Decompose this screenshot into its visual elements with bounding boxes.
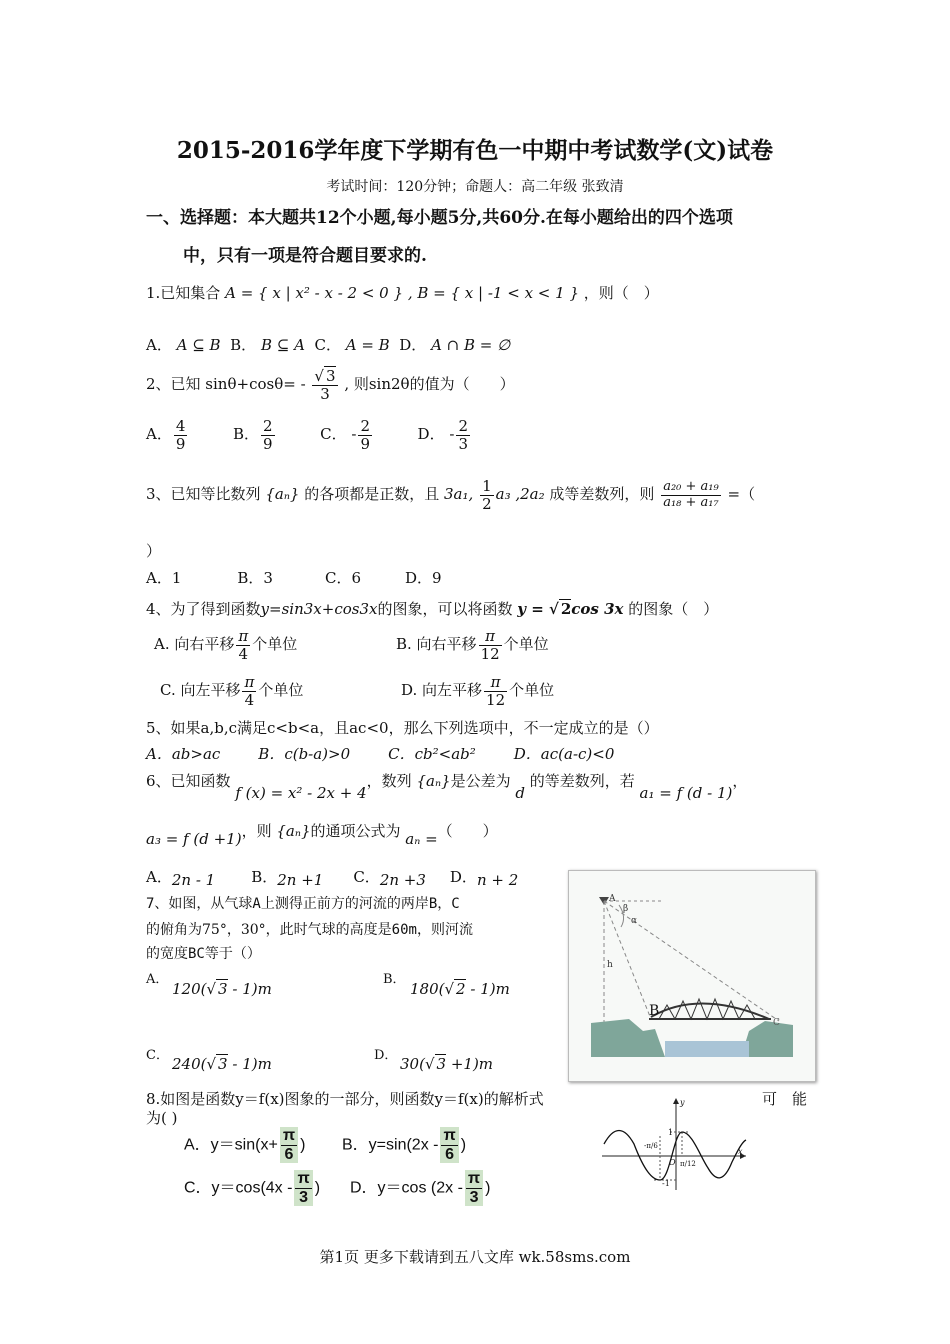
q6-stem-mid4: ，则 — [241, 822, 272, 840]
q4-option-b — [396, 628, 549, 662]
q2-stem-post: , 则sin2θ的值为（ ） — [344, 375, 515, 393]
q3-close: ） — [146, 542, 162, 560]
q8-c-num: π — [297, 1170, 310, 1187]
q3-stem-post: =（ — [727, 485, 756, 503]
q6-an: aₙ = — [405, 830, 438, 848]
section-heading-line2: 中，只有一项是符合题目要求的. — [183, 246, 427, 266]
q2-d-den: 3 — [458, 434, 468, 453]
q3-option-c: C．6 — [324, 569, 361, 587]
q6-stem-post: （ ） — [437, 822, 498, 840]
q3-terms2: a₃ ,2a₂ — [495, 485, 545, 503]
page-title: 2015-2016学年度下学期有色一中期中考试数学(文)试卷 — [176, 137, 774, 164]
q1-stem-post: ，则（ ） — [583, 284, 659, 302]
q7-sep: ， — [226, 922, 241, 938]
q6-stem-mid2: 是公差为 — [450, 772, 511, 790]
q2-option-b-label: B． — [232, 425, 259, 443]
q8-line2: 为( ) — [146, 1109, 178, 1127]
q7-d-post: +1)m — [446, 1055, 494, 1073]
q8-b-post: ) — [460, 1136, 467, 1154]
q4-stem-post: 的图象（ ） — [628, 600, 719, 618]
q4-b-pi: π — [479, 628, 502, 646]
q2-option-d-label: D． — [417, 425, 445, 443]
q7-line2-post: ，此时气球的高度是60m，则河流 — [265, 922, 473, 938]
q3-ratio-den: a₁₈ + a₁₇ — [663, 494, 719, 510]
q7-a-pre: 120( — [172, 980, 207, 998]
q8-option-d — [350, 1170, 490, 1206]
q7-angle1: 75° — [202, 922, 227, 938]
q7-option-a-label: A． — [146, 972, 169, 987]
q3-option-a: A．1 — [146, 569, 182, 587]
q2-a-num: 4 — [175, 417, 186, 435]
q4-stem-mid: 的图象，可以将函数 — [377, 600, 513, 618]
label-c: C — [773, 1018, 780, 1028]
q2-den: 3 — [320, 384, 330, 403]
q7-line2 — [146, 919, 473, 939]
q4-a-den: 4 — [238, 644, 249, 663]
graph-label-x: x — [738, 1147, 743, 1156]
q6-options — [146, 866, 518, 887]
q4-a-pre: A. 向右平移 — [154, 635, 235, 653]
q8-d-pre: D．y＝cos (2x - — [350, 1179, 463, 1197]
q1-option-d-label: D． — [399, 336, 427, 354]
q1-option-a: A ⊆ B — [176, 336, 221, 354]
q3-option-b: B．3 — [237, 569, 273, 587]
q2-b-den: 9 — [262, 434, 273, 453]
q6-a3: a₃ = f (d +1) — [146, 830, 242, 848]
q2-options — [146, 418, 472, 452]
graph-label-one: 1 — [668, 1128, 674, 1137]
q6-func: f (x) = x² - 2x + 4 — [235, 784, 367, 802]
exam-meta: 考试时间：120分钟；命题人：高二年级 张致清 — [326, 179, 624, 195]
q2-sqrt: 3 — [325, 367, 336, 385]
q3-half-num: 1 — [482, 477, 492, 495]
q4-d-unit: 个单位 — [509, 681, 555, 699]
q7-option-d: 30(√ 3 +1)m — [400, 1055, 494, 1073]
q4-b-den: 12 — [480, 644, 500, 663]
q4-d-pi: π — [484, 674, 507, 692]
q4-b-pre: B. 向右平移 — [396, 635, 477, 653]
q7-b-post: - 1)m — [465, 980, 510, 998]
q7-figure-svg — [569, 871, 815, 1081]
q4-stem: 4、为了得到函数y=sin3x+cos3x的图象，可以将函数 y = √ 2cos 3x 的图象（ ） — [146, 600, 719, 618]
q7-line2-pre: 的俯角为 — [146, 922, 202, 938]
q1-option-a-label: A． — [146, 336, 172, 354]
q2-option-c-label: C． — [320, 425, 347, 443]
q6-seq: {aₙ} — [416, 772, 451, 790]
q7-c-sqrt: 3 — [218, 1055, 228, 1073]
q8-option-a — [184, 1127, 305, 1163]
q8-d-num: π — [467, 1170, 481, 1187]
q4-c-pre: C. 向左平移 — [160, 681, 241, 699]
q1-set-a: A = { x | x² - x - 2 < 0 } — [225, 284, 404, 302]
q1-stem-pre: 1.已知集合 — [146, 284, 221, 302]
q7-option-c-label: C． — [146, 1048, 169, 1063]
label-beta: β — [623, 904, 629, 914]
label-a: A — [609, 894, 616, 904]
q4-func2-pre: y = — [517, 600, 549, 618]
q7-c-post: - 1)m — [227, 1055, 272, 1073]
q8-b-pre: B．y=sin(2x - — [342, 1136, 439, 1154]
q2-option-a-label: A． — [146, 425, 172, 443]
graph-label-y: y — [680, 1098, 685, 1107]
q2-fraction: $\frac{√ 3}{3}$ — [314, 367, 336, 403]
q3-half-den: 2 — [482, 494, 492, 513]
q8-c-post: ) — [314, 1179, 321, 1197]
q5-option-b: B．c(b-a)>0 — [258, 745, 351, 763]
q4-func2-sqrt: 2 — [560, 600, 572, 618]
q6-option-d: n + 2 — [476, 871, 519, 889]
q3-ratio-num: a₂₀ + a₁₉ — [663, 479, 719, 495]
q3-stem-mid2: 成等差数列，则 — [549, 485, 655, 503]
q6-stem-mid3: 的等差数列，若 — [529, 772, 635, 790]
q6-seq2: {aₙ} — [276, 822, 311, 840]
q2-c-num: 2 — [360, 417, 370, 435]
q8-b-num: π — [443, 1127, 456, 1144]
q7-d-sqrt: 3 — [436, 1055, 447, 1073]
q7-option-b: 180(√ 2 - 1)m — [410, 980, 510, 998]
q5-options — [146, 743, 614, 764]
q4-c-pi: π — [244, 673, 255, 691]
q4-a-unit: 个单位 — [252, 635, 298, 653]
q7-angle2: 30° — [240, 922, 266, 938]
q4-d-den: 12 — [486, 690, 506, 709]
q4-c-unit: 个单位 — [258, 681, 304, 699]
q7-balloon-river-figure — [568, 870, 816, 1082]
q2-stem-pre: 2、已知 sinθ+cosθ= - — [146, 375, 306, 393]
q5-option-a: A．ab>ac — [146, 745, 221, 763]
q1-options — [146, 334, 510, 355]
q4-option-a — [154, 628, 297, 662]
graph-label-neg-one: -1 — [662, 1179, 670, 1188]
q1-option-b: B ⊆ A — [260, 336, 305, 354]
q7-b-pre: 180( — [410, 980, 445, 998]
q7-line3: 的宽度BC等于（） — [146, 946, 261, 962]
q4-d-pre: D. 向左平移 — [401, 681, 483, 699]
q1-set-b: , B = { x | -1 < x < 1 } — [407, 284, 579, 302]
q3-option-d: D．9 — [405, 569, 442, 587]
q7-option-b-label: B． — [383, 972, 406, 987]
q7-b-sqrt: 2 — [456, 980, 466, 998]
q4-stem-pre: 4、为了得到函数 — [146, 600, 261, 618]
q6-stem-line1 — [146, 770, 748, 802]
q1-option-c-label: C． — [314, 336, 341, 354]
q2-a-den: 9 — [175, 434, 186, 453]
q4-option-d — [401, 674, 554, 708]
label-h: h — [607, 960, 613, 970]
q8-option-c — [184, 1170, 320, 1206]
q6-option-c: 2n +3 — [379, 871, 426, 889]
q8-c-pre: C．y＝cos(4x - — [184, 1179, 293, 1197]
q6-option-b: 2n +1 — [277, 871, 324, 889]
q6-stem-mid: ，数列 — [366, 772, 412, 790]
q8-c-den: 3 — [299, 1188, 309, 1206]
y-axis-arrow — [673, 1098, 679, 1104]
q7-d-pre: 30( — [400, 1055, 425, 1073]
q5-option-d: D．ac(a-c)<0 — [513, 745, 615, 763]
q4-b-unit: 个单位 — [503, 635, 549, 653]
q7-a-sqrt: 3 — [218, 980, 228, 998]
q8-d-post: ) — [485, 1179, 491, 1197]
q8-b-den: 6 — [445, 1145, 455, 1163]
q5-option-c: C．cb²<ab² — [388, 745, 476, 763]
q2-b-num: 2 — [262, 417, 273, 435]
q6-d: d — [515, 784, 525, 802]
q6-option-c-label: C． — [353, 868, 380, 886]
q3-stem — [146, 478, 755, 512]
q6-a1: a₁ = f (d - 1) — [639, 784, 733, 802]
q3-seq: {aₙ} — [265, 485, 300, 503]
q7-option-d-label: D． — [374, 1048, 398, 1063]
q2-d-num: 2 — [458, 417, 468, 435]
q3-stem-mid: 的各项都是正数，且 — [304, 485, 440, 503]
q7-c-pre: 240( — [172, 1055, 207, 1073]
q7-option-a: 120(√ 3 - 1)m — [172, 980, 272, 998]
q2-c-den: 9 — [360, 434, 370, 453]
page-footer: 第1页 更多下载请到五八文库 wk.58sms.com — [319, 1248, 631, 1266]
q8-option-b — [342, 1127, 466, 1163]
q3-terms1: 3a₁, — [444, 485, 474, 503]
q7-a-post: - 1)m — [227, 980, 272, 998]
q6-stem-line2 — [146, 820, 498, 848]
label-b: B — [649, 1003, 660, 1019]
q8-d-den: 3 — [469, 1188, 479, 1206]
q4-option-c — [160, 674, 303, 708]
q1-option-c: A = B — [345, 336, 390, 354]
q8-line1: 8.如图是函数y＝f(x)图象的一部分，则函数y＝f(x)的解析式 — [146, 1090, 544, 1108]
q8-line1-tail: 可 能 — [762, 1090, 808, 1108]
q2-d-sign: - — [449, 425, 455, 443]
q6-stem-pre: 6、已知函数 — [146, 772, 231, 790]
label-alpha: α — [631, 916, 638, 926]
sine-curve — [604, 1131, 746, 1181]
q6-option-a-label: A． — [146, 868, 172, 886]
q8-a-den: 6 — [284, 1145, 294, 1163]
graph-label-pi-12: π/12 — [680, 1160, 696, 1168]
q6-stem-mid5: 的通项公式为 — [310, 822, 401, 840]
q7-line1: 7、如图，从气球A上测得正前方的河流的两岸B，C — [146, 896, 460, 912]
graph-label-origin: O — [669, 1158, 676, 1167]
q1-option-d: A ∩ B = ∅ — [431, 336, 511, 354]
q4-func2-post: cos 3x — [571, 600, 624, 618]
q8-function-graph — [600, 1096, 750, 1192]
q1-stem — [146, 282, 659, 303]
q8-a-post: ) — [300, 1136, 306, 1154]
q2-stem — [146, 368, 515, 402]
q4-a-pi: π — [238, 627, 249, 645]
q2-c-sign: - — [351, 425, 357, 443]
graph-label-neg-pi-6: -π/6 — [644, 1142, 658, 1150]
q3-options — [146, 567, 442, 588]
q7-option-c: 240(√ 3 - 1)m — [172, 1055, 272, 1073]
q4-c-den: 4 — [244, 690, 255, 709]
q6-option-a: 2n - 1 — [171, 871, 216, 889]
q8-a-num: π — [282, 1127, 296, 1144]
q3-stem-pre: 3、已知等比数列 — [146, 485, 261, 503]
section-heading-line1: 一、选择题：本大题共12个小题,每小题5分,共60分.在每小题给出的四个选项 — [146, 208, 733, 228]
q8-a-pre: A．y＝sin(x+ — [184, 1136, 278, 1154]
river-water — [665, 1041, 749, 1057]
q6-option-b-label: B． — [251, 868, 278, 886]
q1-option-b-label: B． — [230, 336, 257, 354]
q4-func1: y=sin3x+cos3x — [260, 600, 378, 618]
q5-stem: 5、如果a,b,c满足c<b<a，且ac<0，那么下列选项中，不一定成立的是（） — [146, 719, 659, 737]
q6-option-d-label: D． — [449, 868, 477, 886]
q6-comma: ， — [732, 772, 748, 790]
